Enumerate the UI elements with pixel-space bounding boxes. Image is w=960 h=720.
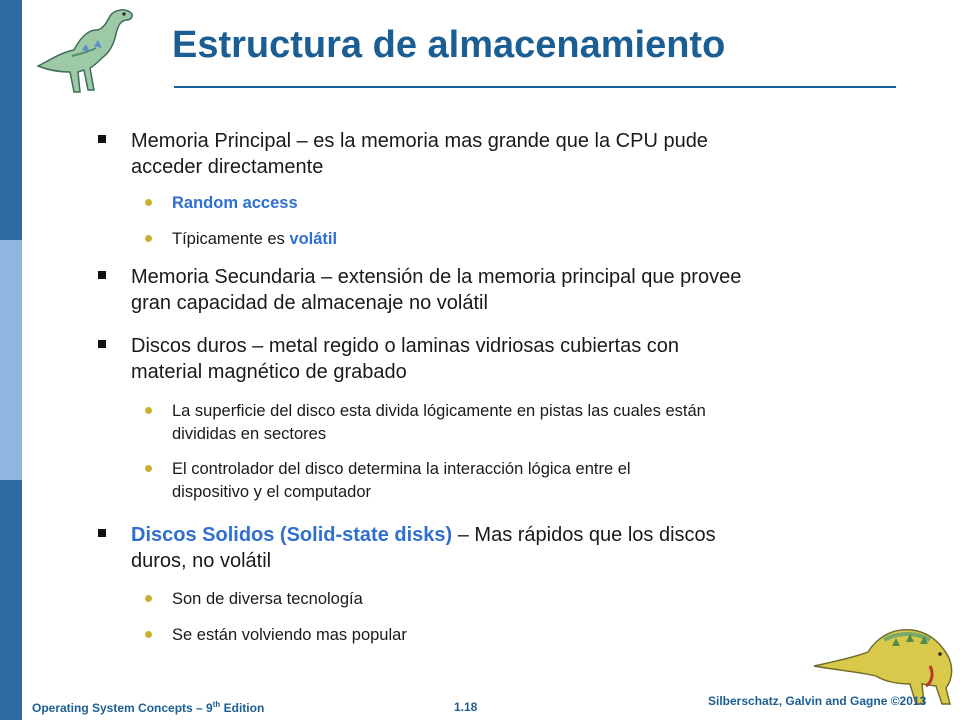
bullet-4-line-1 <box>131 522 716 548</box>
bullet-4-rest: – Mas rápidos que los discos <box>452 524 716 546</box>
title-divider <box>174 86 896 88</box>
sidebar-stripe <box>0 0 22 720</box>
footer-book-title-suffix: Edition <box>220 701 265 715</box>
sidebar-segment-middle <box>0 240 22 480</box>
dinosaur-illustration-icon <box>812 606 960 706</box>
sidebar-segment-top <box>0 0 22 240</box>
bullet-4-line-2: duros, no volátil <box>131 550 272 572</box>
sub-bullet-random-access: Random access <box>172 194 298 212</box>
bullet-1-line-2: acceder directamente <box>131 156 324 178</box>
sub-bullet-marker <box>145 235 152 242</box>
sub-bullet-marker <box>145 199 152 206</box>
bullet-marker <box>98 135 106 143</box>
sub-bullet-marker <box>145 595 152 602</box>
bullet-marker <box>98 271 106 279</box>
bullet-4-accent: Discos Solidos (Solid-state disks) <box>131 524 453 546</box>
page-number: 1.18 <box>454 700 478 714</box>
sub-bullet-volatile <box>172 228 337 250</box>
bullet-marker <box>98 529 106 537</box>
page-title: Estructura de almacenamiento <box>172 24 726 66</box>
footer-book-title <box>32 700 264 715</box>
sidebar-segment-bottom <box>0 480 22 720</box>
sub-bullet-popular: Se están volviendo mas popular <box>172 626 407 644</box>
sub-bullet-marker <box>145 631 152 638</box>
bullet-1-line-1: Memoria Principal – es la memoria mas grande que la CPU pude <box>131 130 708 152</box>
sub-bullet-surface-line-1: La superficie del disco esta divida lógicamente en pistas las cuales están <box>172 402 706 420</box>
dinosaur-logo-icon <box>32 4 152 100</box>
bullet-3-line-2: material magnético de grabado <box>131 361 407 383</box>
sub-bullet-volatile-prefix: Típicamente es <box>172 230 290 248</box>
sub-bullet-marker <box>145 407 152 414</box>
bullet-marker <box>98 340 106 348</box>
footer-edition-sup: th <box>212 700 221 709</box>
sub-bullet-volatile-accent: volátil <box>289 230 338 248</box>
bullet-2-line-2: gran capacidad de almacenaje no volátil <box>131 292 488 314</box>
footer-authors: Silberschatz, Galvin and Gagne ©2013 <box>708 694 927 708</box>
bullet-3-line-1: Discos duros – metal regido o laminas vidriosas cubiertas con <box>131 335 680 357</box>
sub-bullet-controller-line-2: dispositivo y el computador <box>172 483 372 501</box>
footer-book-title-prefix: Operating System Concepts – 9 <box>32 701 213 715</box>
sub-bullet-marker <box>145 465 152 472</box>
sub-bullet-surface-line-2: divididas en sectores <box>172 425 327 443</box>
sub-bullet-technology: Son de diversa tecnología <box>172 590 363 608</box>
sub-bullet-controller-line-1: El controlador del disco determina la interacción lógica entre el <box>172 460 631 478</box>
bullet-2-line-1: Memoria Secundaria – extensión de la memoria principal que provee <box>131 266 742 288</box>
